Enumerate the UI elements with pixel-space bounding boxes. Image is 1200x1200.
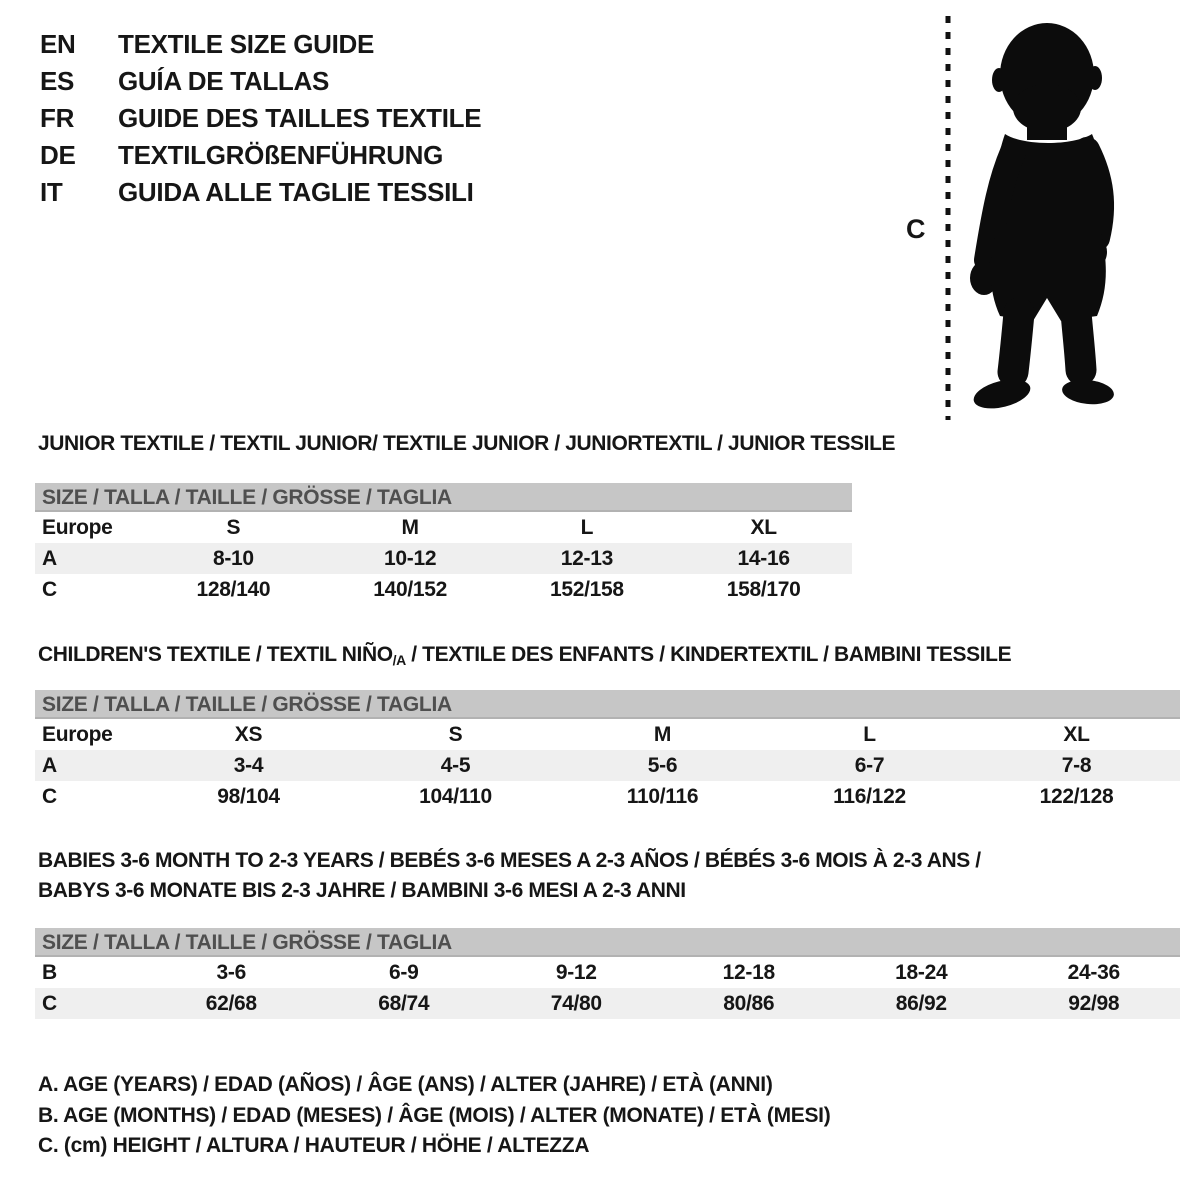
children-section-title-text: / TEXTILE DES ENFANTS / KINDERTEXTIL / BAMBINI TESSILE (405, 643, 1012, 666)
value-cell: 9-12 (555, 960, 597, 984)
value-cell: 98/104 (217, 784, 280, 808)
language-row-de (40, 137, 481, 174)
measure-legend (38, 1070, 830, 1162)
size-cell: S (448, 722, 463, 746)
value-cell: 86/92 (895, 991, 947, 1015)
language-row-it (40, 174, 481, 211)
language-title: GUIDE DES TAILLES TEXTILE (118, 103, 482, 133)
row-label: Europe (42, 515, 113, 539)
size-cell: XS (234, 722, 263, 746)
value-cell: 6-7 (854, 753, 885, 777)
value-cell: 140/152 (373, 577, 448, 601)
value-cell: 158/170 (726, 577, 801, 601)
table-row-europe (35, 719, 1180, 750)
language-row-en (40, 26, 481, 63)
size-cell: XL (750, 515, 777, 539)
value-cell: 18-24 (895, 960, 948, 984)
size-header-bar: SIZE / TALLA / TAILLE / GRÖSSE / TAGLIA (35, 690, 1180, 719)
children-size-table (35, 690, 1180, 812)
size-cell: M (401, 515, 419, 539)
table-row-europe (35, 512, 852, 543)
size-header-bar: SIZE / TALLA / TAILLE / GRÖSSE / TAGLIA (35, 928, 1180, 957)
value-cell: 4-5 (440, 753, 471, 777)
junior-section-title-text: JUNIOR TEXTILE / TEXTIL JUNIOR/ TEXTILE JUNIOR / JUNIORTEXTIL / JUNIOR TESSILE (38, 432, 896, 455)
language-row-es (40, 63, 481, 100)
value-cell: 24-36 (1067, 960, 1120, 984)
row-label: C (42, 784, 57, 808)
value-cell: 152/158 (549, 577, 624, 601)
row-label: Europe (42, 722, 113, 746)
value-cell: 5-6 (647, 753, 678, 777)
language-title: TEXTILE SIZE GUIDE (118, 29, 375, 59)
legend-line-age-years: A. AGE (YEARS) / EDAD (AÑOS) / ÂGE (ANS) / ALTER (JAHRE) / ETÀ (ANNI) (38, 1073, 773, 1096)
children-section-title (38, 643, 1011, 668)
value-cell: 80/86 (723, 991, 775, 1015)
row-label: A (42, 546, 57, 570)
row-label: B (42, 960, 57, 984)
value-cell: 14-16 (737, 546, 790, 570)
row-label: C (42, 991, 57, 1015)
size-cell: XL (1063, 722, 1090, 746)
junior-size-table (35, 483, 852, 605)
value-cell: 8-10 (212, 546, 254, 570)
language-title: GUÍA DE TALLAS (118, 66, 330, 96)
value-cell: 3-6 (216, 960, 246, 984)
language-row-fr (40, 100, 481, 137)
value-cell: 74/80 (550, 991, 602, 1015)
value-cell: 3-4 (233, 753, 264, 777)
toddler-silhouette-icon (955, 20, 1140, 422)
height-measure-label: C (906, 214, 926, 244)
table-row-months (35, 957, 1180, 988)
value-cell: 110/116 (626, 784, 699, 808)
legend-line-height: C. (cm) HEIGHT / ALTURA / HAUTEUR / HÖHE / ALTEZZA (38, 1134, 590, 1157)
value-cell: 68/74 (378, 991, 430, 1015)
table-row-age (35, 543, 852, 574)
value-cell: 128/140 (196, 577, 271, 601)
babies-section-title-line2: BABYS 3-6 MONATE BIS 2-3 JAHRE / BAMBINI 3-6 MESI A 2-3 ANNI (38, 879, 686, 902)
table-row-height (35, 781, 1180, 812)
table-row-height (35, 574, 852, 605)
table-row-age (35, 750, 1180, 781)
legend-line-age-months: B. AGE (MONTHS) / EDAD (MESES) / ÂGE (MOIS) / ALTER (MONATE) / ETÀ (MESI) (38, 1103, 831, 1127)
language-code: FR (40, 103, 75, 133)
row-label: C (42, 577, 57, 601)
size-cell: L (580, 515, 594, 539)
language-title: TEXTILGRÖßENFÜHRUNG (118, 140, 444, 170)
children-section-title-subscript: /A (392, 652, 406, 668)
language-title: GUIDA ALLE TAGLIE TESSILI (118, 177, 474, 207)
value-cell: 10-12 (384, 546, 437, 570)
language-code: DE (40, 140, 76, 170)
size-cell: M (653, 722, 672, 746)
value-cell: 116/122 (833, 784, 906, 808)
row-label: A (42, 753, 57, 777)
size-cell: S (226, 515, 241, 539)
value-cell: 7-8 (1061, 753, 1092, 777)
babies-section-title (38, 846, 981, 906)
babies-section-title-line1: BABIES 3-6 MONTH TO 2-3 YEARS / BEBÉS 3-6 MESES A 2-3 AÑOS / BÉBÉS 3-6 MOIS À 2-3 ANS / (38, 849, 981, 872)
junior-section-title (38, 432, 895, 456)
children-section-title-text: CHILDREN'S TEXTILE / TEXTIL NIÑO (38, 643, 393, 666)
value-cell: 122/128 (1039, 784, 1114, 808)
language-code: ES (40, 66, 75, 96)
value-cell: 62/68 (205, 991, 257, 1015)
value-cell: 12-18 (722, 960, 775, 984)
language-code: IT (40, 177, 63, 207)
height-measure-dashed-line (944, 16, 952, 420)
language-title-list (40, 26, 481, 211)
value-cell: 92/98 (1068, 991, 1120, 1015)
size-header-bar: SIZE / TALLA / TAILLE / GRÖSSE / TAGLIA (35, 483, 852, 512)
value-cell: 104/110 (419, 784, 492, 808)
table-row-height (35, 988, 1180, 1019)
value-cell: 6-9 (389, 960, 419, 984)
babies-size-table (35, 928, 1180, 1019)
size-cell: L (863, 722, 876, 746)
language-code: EN (40, 29, 76, 59)
value-cell: 12-13 (560, 546, 613, 570)
